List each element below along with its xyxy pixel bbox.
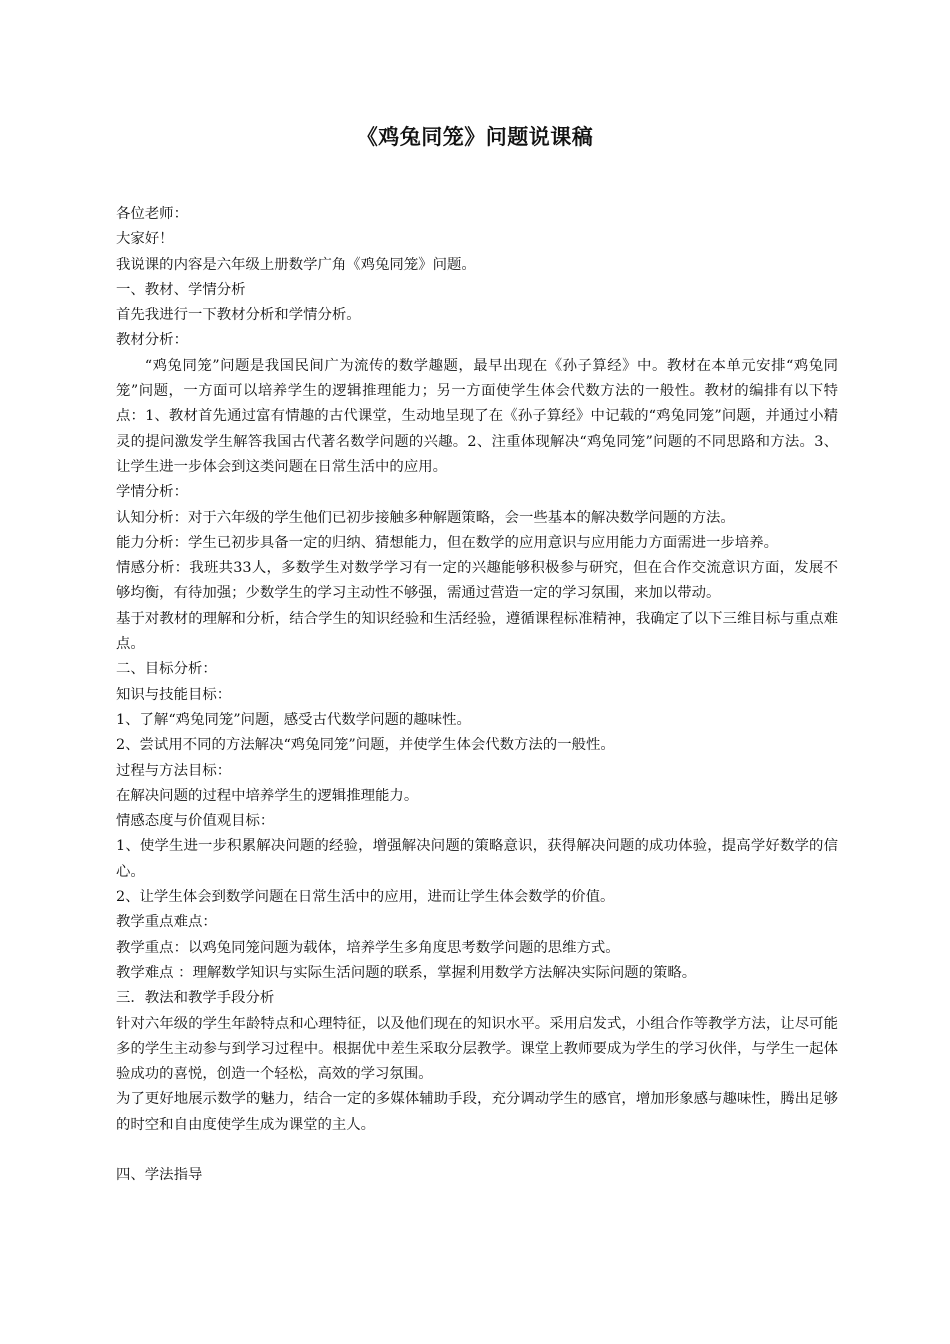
subheading-emotion-goals: 情感态度与价值观目标： [116, 813, 275, 830]
knowledge-goal-1: 1、了解“鸡兔同笼”问题，感受古代数学问题的趣味性。 [116, 711, 471, 728]
section-heading-2: 二、目标分析： [116, 661, 217, 678]
greeting-teachers: 各位老师： [116, 206, 188, 222]
ability-analysis: 能力分析：学生已初步具备一定的归纳、猜想能力，但在数学的应用意识与应用能力方面需进一步培养。 [116, 534, 778, 551]
process-goal: 在解决问题的过程中培养学生的逻辑推理能力。 [116, 787, 419, 804]
teaching-difficulty: 教学难点 ：理解数学知识与实际生活问题的联系，掌握利用数学方法解决实际问题的策略。 [116, 964, 697, 981]
subheading-process-goals: 过程与方法目标： [116, 762, 232, 779]
subheading-student-analysis: 学情分析： [116, 484, 188, 501]
teaching-method-paragraph: 针对六年级的学生年龄特点和心理特征，以及他们现在的知识水平。采用启发式，小组合作等教学方法，让尽可能多的学生主动参与到学习过程中。根据优中差生采取分层教学。课堂上教师要成为学生的学习伙伴，与学生一起体验成功的喜悦，创造一个轻松，高效的学习氛围。 [116, 1015, 838, 1083]
multimedia-paragraph: 为了更好地展示数学的魅力，结合一定的多媒体辅助手段，充分调动学生的感官，增加形象感与趣味性，腾出足够的时空和自由度使学生成为课堂的主人。 [116, 1091, 838, 1133]
textbook-analysis-paragraph: “鸡兔同笼”问题是我国民间广为流传的数学趣题，最早出现在《孙子算经》中。教材在本单元安排“鸡兔同笼”问题，一方面可以培养学生的逻辑推理能力；另一方面使学生体会代数方法的一般性。教材的编排有以下特点：1、教材首先通过富有情趣的古代课堂，生动地呈现了在《孙子算经》中记载的“鸡兔同笼”问题，并通过小精灵的提问激发学生解答我国古代著名数学问题的兴趣。2、注重体现解决“鸡兔同笼”问题的不同思路和方法。3、让学生进一步体会到这类问题在日常生活中的应用。 [116, 357, 838, 475]
section-1-intro: 首先我进行一下教材分析和学情分析。 [116, 307, 361, 324]
goals-basis-paragraph: 基于对教材的理解和分析，结合学生的知识经验和生活经验，遵循课程标准精神，我确定了以下三维目标与重点难点。 [116, 610, 838, 653]
section-heading-1: 一、教材、学情分析 [116, 281, 246, 298]
subheading-textbook-analysis: 教材分析： [116, 332, 188, 349]
section-heading-3: 三．教法和教学手段分析 [116, 990, 275, 1007]
knowledge-goal-2: 2、尝试用不同的方法解决“鸡兔同笼”问题，并使学生体会代数方法的一般性。 [116, 737, 615, 754]
emotion-goal-2: 2、让学生体会到数学问题在日常生活中的应用，进而让学生体会数学的价值。 [116, 889, 615, 906]
subheading-key-points: 教学重点难点： [116, 914, 217, 931]
emotional-analysis: 情感分析：我班共33人，多数学生对数学学习有一定的兴趣能够积极参与研究，但在合作交流意识方面，发展不够均衡，有待加强；少数学生的学习主动性不够强，需通过营造一定的学习氛围，来加以带动。 [116, 560, 838, 602]
greeting-everyone: 大家好！ [116, 231, 174, 248]
section-heading-4: 四、学法指导 [116, 1167, 203, 1184]
document-title: 《鸡兔同笼》问题说课稿 [356, 124, 594, 149]
subheading-knowledge-goals: 知识与技能目标： [116, 686, 232, 703]
cognitive-analysis: 认知分析：对于六年级的学生他们已初步接触多种解题策略，会一些基本的解决数学问题的方法。 [116, 509, 735, 526]
teaching-key-point: 教学重点：以鸡兔同笼问题为载体，培养学生多角度思考数学问题的思维方式。 [116, 939, 620, 956]
document-body [116, 202, 838, 1189]
emotion-goal-1: 1、使学生进一步积累解决问题的经验，增强解决问题的策略意识，获得解决问题的成功体验，提高学好数学的信心。 [116, 838, 838, 880]
intro-paragraph: 我说课的内容是六年级上册数学广角《鸡兔同笼》问题。 [116, 256, 476, 273]
